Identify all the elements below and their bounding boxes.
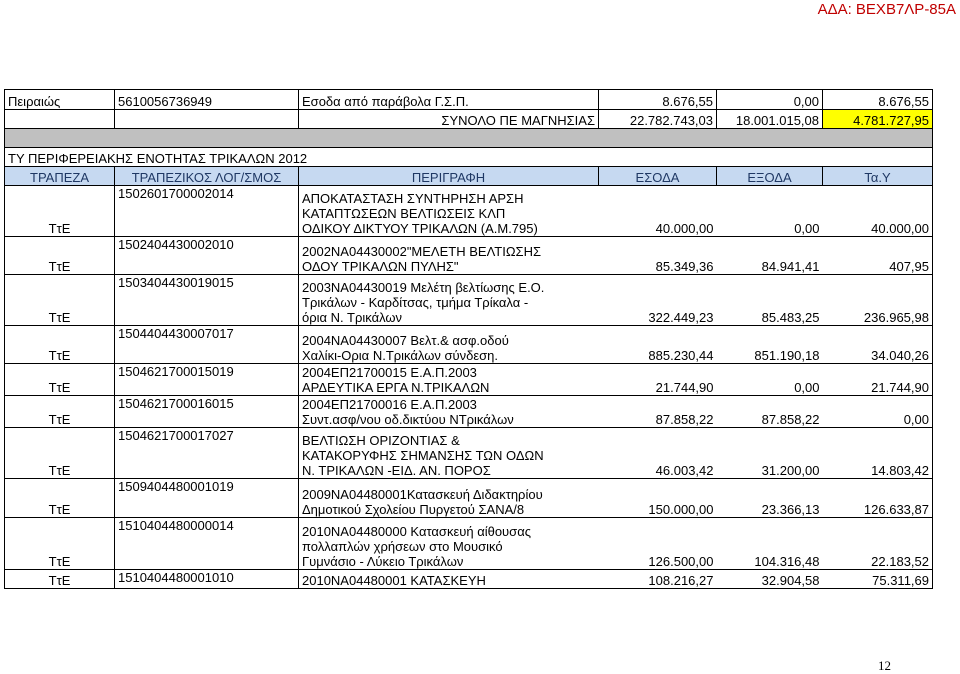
header-account: ΤΡΑΠΕΖΙΚΟΣ ΛΟΓ/ΣΜΟΣ <box>115 167 299 186</box>
desc-line: ΟΔΟΥ ΤΡΙΚΑΛΩΝ ΠΥΛΗΣ" <box>302 259 459 274</box>
desc-cell <box>299 479 599 518</box>
desc-line: ΑΠΟΚΑΤΑΣΤΑΣΗ ΣΥΝΤΗΡΗΣΗ ΑΡΣΗ <box>302 191 524 206</box>
account-cell: 1504621700017027 <box>115 428 299 479</box>
account-cell: 1502601700002014 <box>115 186 299 237</box>
table-row <box>5 428 933 479</box>
bank-cell: ΤτΕ <box>5 570 115 589</box>
subtotal-balance: 4.781.727,95 <box>823 110 933 129</box>
bank-cell: ΤτΕ <box>5 364 115 396</box>
income-cell: 40.000,00 <box>599 186 717 237</box>
income-cell: 8.676,55 <box>599 90 717 110</box>
income-cell: 150.000,00 <box>599 479 717 518</box>
balance-cell: 40.000,00 <box>823 186 933 237</box>
empty-cell <box>5 110 115 129</box>
subtotal-label: ΣΥΝΟΛΟ ΠΕ ΜΑΓΝΗΣΙΑΣ <box>299 110 599 129</box>
account-cell: 1504621700015019 <box>115 364 299 396</box>
table-row <box>5 326 933 364</box>
expense-cell: 0,00 <box>717 364 823 396</box>
desc-line: Τρικάλων - Καρδίτσας, τμήμα Τρίκαλα - <box>302 295 529 310</box>
expense-cell: 85.483,25 <box>717 275 823 326</box>
desc-line: ΑΡΔΕΥΤΙΚΑ ΕΡΓΑ Ν.ΤΡΙΚΑΛΩΝ <box>302 380 490 395</box>
desc-line: 2010ΝΑ04480000 Κατασκευή αίθουσας <box>302 524 531 539</box>
table-row <box>5 518 933 570</box>
desc-line: Ν. ΤΡΙΚΑΛΩΝ -ΕΙΔ. ΑΝ. ΠΟΡΟΣ <box>302 463 491 478</box>
account-cell: 1504404430007017 <box>115 326 299 364</box>
header-desc: ΠΕΡΙΓΡΑΦΗ <box>299 167 599 186</box>
income-cell: 46.003,42 <box>599 428 717 479</box>
desc-cell <box>299 570 599 589</box>
subtotal-expense: 18.001.015,08 <box>717 110 823 129</box>
bank-cell: ΤτΕ <box>5 186 115 237</box>
balance-cell: 0,00 <box>823 396 933 428</box>
section-title: ΤΥ ΠΕΡΙΦΕΡΕΙΑΚΗΣ ΕΝΟΤΗΤΑΣ ΤΡΙΚΑΛΩΝ 2012 <box>5 148 933 167</box>
income-cell: 108.216,27 <box>599 570 717 589</box>
balance-cell: 8.676,55 <box>823 90 933 110</box>
desc-cell <box>299 428 599 479</box>
expense-cell: 31.200,00 <box>717 428 823 479</box>
income-cell: 126.500,00 <box>599 518 717 570</box>
header-income: ΕΣΟΔΑ <box>599 167 717 186</box>
table-row <box>5 570 933 589</box>
header-row <box>5 167 933 186</box>
table-row <box>5 396 933 428</box>
desc-line: Χαλίκι-Ορια Ν.Τρικάλων σύνδεση. <box>302 348 498 363</box>
bank-cell: ΤτΕ <box>5 237 115 275</box>
desc-cell <box>299 396 599 428</box>
desc-line: 2010ΝΑ04480001 ΚΑΤΑΣΚΕΥΗ <box>302 573 486 588</box>
header-expense: ΕΞΟΔΑ <box>717 167 823 186</box>
expense-cell: 23.366,13 <box>717 479 823 518</box>
desc-line: ΒΕΛΤΙΩΣΗ ΟΡΙΖΟΝΤΙΑΣ & <box>302 433 460 448</box>
desc-line: 2002ΝΑ04430002"ΜΕΛΕΤΗ ΒΕΛΤΙΩΣΗΣ <box>302 244 542 259</box>
balance-cell: 34.040,26 <box>823 326 933 364</box>
income-cell: 87.858,22 <box>599 396 717 428</box>
desc-cell <box>299 364 599 396</box>
section-row <box>5 148 933 167</box>
balance-cell: 126.633,87 <box>823 479 933 518</box>
desc-line: 2004ΕΠ21700015 Ε.Α.Π.2003 <box>302 365 477 380</box>
bank-cell: ΤτΕ <box>5 275 115 326</box>
desc-line: ΚΑΤΑΚΟΡΥΦΗΣ ΣΗΜΑΝΣΗΣ ΤΩΝ ΟΔΩΝ <box>302 448 544 463</box>
balance-cell: 407,95 <box>823 237 933 275</box>
bank-cell: ΤτΕ <box>5 479 115 518</box>
table-row <box>5 275 933 326</box>
balance-cell: 22.183,52 <box>823 518 933 570</box>
desc-line: 2003ΝΑ04430019 Μελέτη βελτίωσης Ε.Ο. <box>302 280 545 295</box>
accounts-table <box>4 89 933 589</box>
desc-cell <box>299 237 599 275</box>
expense-cell: 84.941,41 <box>717 237 823 275</box>
bank-cell: ΤτΕ <box>5 518 115 570</box>
table-row <box>5 364 933 396</box>
balance-cell: 236.965,98 <box>823 275 933 326</box>
desc-line: πολλαπλών χρήσεων στο Μουσικό <box>302 539 503 554</box>
account-cell: 1503404430019015 <box>115 275 299 326</box>
desc-line: 2009ΝΑ04480001Κατασκευή Διδακτηρίου <box>302 487 543 502</box>
table-row <box>5 237 933 275</box>
bank-cell: Πειραιώς <box>5 90 115 110</box>
header-balance: Τα.Υ <box>823 167 933 186</box>
expense-cell: 32.904,58 <box>717 570 823 589</box>
balance-cell: 21.744,90 <box>823 364 933 396</box>
expense-cell: 0,00 <box>717 90 823 110</box>
page-number: 12 <box>878 658 891 673</box>
desc-cell <box>299 186 599 237</box>
account-cell: 1504621700016015 <box>115 396 299 428</box>
blank-row <box>5 129 933 148</box>
bank-cell: ΤτΕ <box>5 428 115 479</box>
balance-cell: 14.803,42 <box>823 428 933 479</box>
table-row <box>5 479 933 518</box>
table-row <box>5 186 933 237</box>
desc-line: 2004ΝΑ04430007 Βελτ.& ασφ.οδού <box>302 333 509 348</box>
bank-cell: ΤτΕ <box>5 396 115 428</box>
desc-cell <box>299 518 599 570</box>
account-cell: 1502404430002010 <box>115 237 299 275</box>
desc-line: Γυμνάσιο - Λύκειο Τρικάλων <box>302 554 464 569</box>
balance-cell: 75.311,69 <box>823 570 933 589</box>
account-cell: 1510404480000014 <box>115 518 299 570</box>
desc-line: Δημοτικού Σχολείου Πυργετού ΣΑΝΑ/8 <box>302 502 525 517</box>
desc-line: 2004ΕΠ21700016 Ε.Α.Π.2003 <box>302 397 477 412</box>
desc-cell: Εσοδα από παράβολα Γ.Σ.Π. <box>299 90 599 110</box>
expense-cell: 104.316,48 <box>717 518 823 570</box>
income-cell: 885.230,44 <box>599 326 717 364</box>
subtotal-row <box>5 110 933 129</box>
income-cell: 21.744,90 <box>599 364 717 396</box>
desc-line: όρια Ν. Τρικάλων <box>302 310 403 325</box>
expense-cell: 851.190,18 <box>717 326 823 364</box>
header-bank: ΤΡΑΠΕΖΑ <box>5 167 115 186</box>
subtotal-income: 22.782.743,03 <box>599 110 717 129</box>
ada-code: ΑΔΑ: ΒΕΧΒ7ΛΡ-85Α <box>817 1 956 18</box>
empty-cell <box>115 110 299 129</box>
desc-line: Συντ.ασφ/νου οδ.δικτύου ΝΤρικάλων <box>302 412 514 427</box>
desc-cell <box>299 326 599 364</box>
bank-cell: ΤτΕ <box>5 326 115 364</box>
expense-cell: 87.858,22 <box>717 396 823 428</box>
income-cell: 322.449,23 <box>599 275 717 326</box>
desc-cell <box>299 275 599 326</box>
desc-line: ΟΔΙΚΟΥ ΔΙΚΤΥΟΥ ΤΡΙΚΑΛΩΝ (Α.Μ.795) <box>302 221 538 236</box>
top-row <box>5 90 933 110</box>
account-cell: 1509404480001019 <box>115 479 299 518</box>
blank-cell <box>5 129 933 148</box>
account-cell: 1510404480001010 <box>115 570 299 589</box>
account-cell: 5610056736949 <box>115 90 299 110</box>
income-cell: 85.349,36 <box>599 237 717 275</box>
expense-cell: 0,00 <box>717 186 823 237</box>
desc-line: ΚΑΤΑΠΤΩΣΕΩΝ ΒΕΛΤΙΩΣΕΙΣ ΚΛΠ <box>302 206 506 221</box>
